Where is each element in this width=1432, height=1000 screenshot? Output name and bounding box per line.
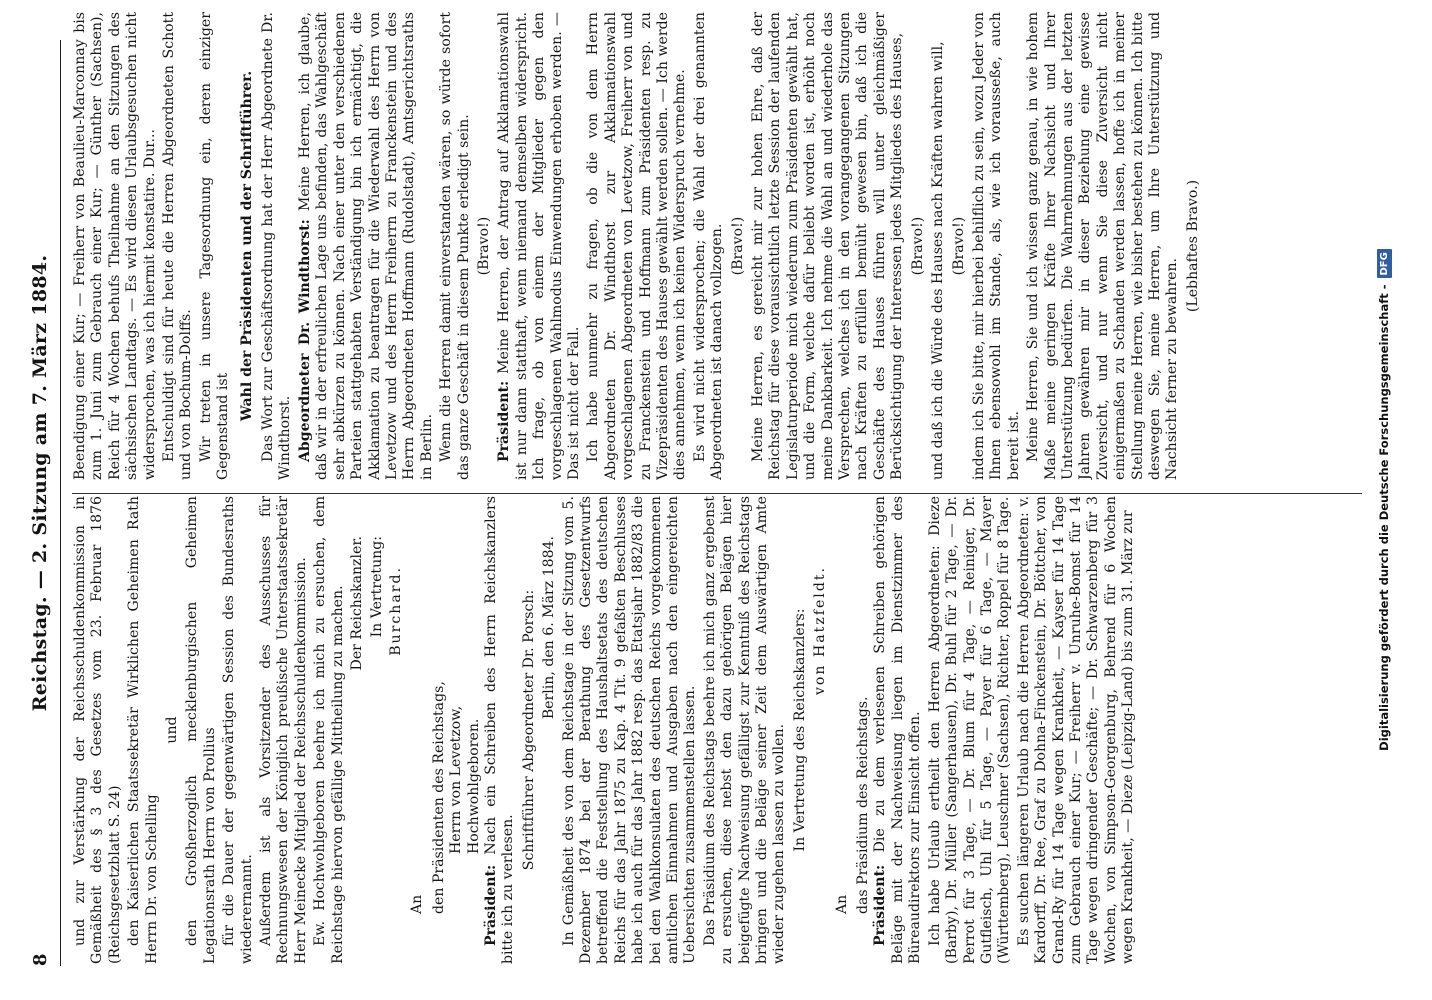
paragraph: Meine Herren, ich glaube, daß wir in der erfreulichen Lage uns befinden, das Wahlgeschäft sehr abkürzen zu können. Nach einer unter den verschiedenen Parteien stattgehabten Verständigung bin ich ermächtigt, die Akklamation zu beantragen für die Wiederwahl des Herrn von Levetzow und des Herrn Freiherrn zu Franckenstein und des Herrn Abgeordneten Hoffmann (Rudolstadt), Amtsgerichtsraths in Berlin. — [296, 12, 435, 480]
paragraph: Außerdem ist als Vorsitzender des Ausschusses für Rechnungswesen der Königlich preußische Unterstaatssekretär Herr Meinecke Mitglied der Reichsschuldenkommission. — [258, 496, 309, 964]
speaker-label: Präsident: — [482, 864, 499, 946]
interjection: (Lebhaftes Bravo.) — [1184, 179, 1201, 313]
signature-name: von Hatzfeldt. — [812, 566, 829, 696]
letter-date: Berlin, den 6. März 1884. — [541, 536, 558, 720]
speaker-label: Präsident: — [872, 864, 889, 946]
paragraph: indem ich Sie bitte, mir hierbei behilflich zu sein, wozu Jeder von Ihnen ebensowohl im Stande, als, wie ich vorausseße, auch bereit ist. — [970, 12, 1022, 480]
signature-line: Der Reichskanzler. — [349, 536, 366, 671]
paragraph: Das Wort zur Geschäftsordnung hat der Herr Abgeordnete Dr. Windthorst. — [260, 12, 294, 480]
paragraph: Ich habe Urlaub ertheilt den Herren Abgeordneten: Dieze (Barby), Dr. Müller (Sangerhausen), Dr. Buhl für 2 Tage, — Dr. Perrot für 3 Tage, — Dr. Blum für 4 Tage, — Reiniger, Dr. Gutfleisch, Uhl für 5 Tage, — Payer für 6 Tage, — Mayer (Württemberg), Leuschner (Sachsen), Richter, Roppel für 8 Tage. — [926, 496, 1013, 964]
paragraph: Meine Herren, der Antrag auf Akklamationswahl ist nur dann statthaft, wenn niemand demselben widerspricht. Ich frage, ob von einem der Mitglieder gegen den vorgeschlagenen Wahlmodus Einwendungen erhoben werden. — Das ist nicht der Fall. — [496, 12, 582, 480]
interjection: (Bravo!) — [475, 216, 492, 276]
paragraph: Beendigung einer Kur; — Freiherr von Beaulieu-Marconnay bis zum 1. Juni zum Gebrauch einer Kur; — Günther (Sachsen), Reich für 4 Wochen behufs Theilnahme an den Sitzungen des sächsischen Landtags. — Es wird diesen Urlaubsgesuchen nicht widersprochen, was ich hiermit konstatire. Dur... — [72, 12, 158, 480]
running-head: Reichstag. — 2. Sitzung am 7. März 1884. — [29, 254, 51, 712]
speaker-label: Schriftführer Abgeordneter Dr. Porsch: — [520, 589, 537, 871]
paragraph: und zur Verstärkung der Reichsschuldenkommission in Gemäßheit des § 3 des Gesetzes vom 23. Februar 1876 (Reichsgesetzblatt S. 24) — [72, 496, 123, 964]
address-line: Herrn von Levetzow, — [448, 705, 465, 854]
address-an: An — [409, 894, 426, 914]
address-an: An — [833, 894, 850, 914]
paragraph: und daß ich die Würde des Hauses nach Kräften wahren will, — [930, 41, 947, 480]
interjection: (Bravo!) — [909, 216, 926, 276]
paragraph: Ich habe nunmehr zu fragen, ob die von dem Herrn Abgeordneten Dr. Windthorst zur Akklamationswahl vorgeschlagenen Abgeordneten von Levetzow, Freiherr von und zu Franckenstein und Hoffmann zum Präsidenten resp. zu Vizepräsidenten des Hauses gewählt werden sollen. — Ich werde dies annehmen, wenn ich keinen Widerspruch vernehme. — [585, 12, 689, 480]
left-column — [72, 496, 1362, 964]
speaker-label: Abgeordneter Dr. Windthorst: — [296, 219, 313, 462]
paragraph: Nach ein Schreiben des Herrn Reichskanzlers bitte ich zu verlesen. — [482, 496, 517, 964]
interjection: (Bravo!) — [729, 216, 746, 276]
paragraph: Es wird nicht widersprochen; die Wahl der drei genannten Abgeordneten ist danach vollzogen. — [691, 12, 726, 480]
paragraph: Meine Herren, es gereicht mir zur hohen Ehre, daß der Reichstag für diese voraussichtlich letzte Session der laufenden Legislaturperiode mich wiederum zum Präsidenten gewählt hat, und die Form, welche dafür beliebt worden ist, erhöht noch meine Dankbarkeit. Ich nehme die Wahl an und wiederhole das Versprechen, welches ich in den vorangegangenen Sitzungen nach Kräften zu erfüllen bemüht gewesen bin, daß ich die Geschäfte des Hauses führen will unter gleichmäßiger Berücksichtigung der Interessen jedes Mitgliedes des Hauses, — [750, 12, 906, 480]
page-header — [22, 40, 58, 966]
paragraph: Ew. Hochwohlgeboren beehre ich mich zu ersuchen, dem Reichstage hiervon gefällige Mittheilung zu machen. — [312, 496, 346, 964]
signature-line: In Vertretung des Reichskanzlers: — [791, 608, 808, 852]
signature-line: In Vertretung: — [368, 536, 385, 638]
page-number: 8 — [29, 953, 51, 966]
column-divider — [72, 493, 1362, 494]
address-line: das Präsidium des Reichstags. — [855, 696, 872, 914]
paragraph: für die Dauer der gegenwärtigen Session des Bundesraths wiederernannt. — [221, 496, 255, 964]
interjection: (Bravo!) — [950, 216, 967, 276]
address-line: Hochwohlgeboren. — [465, 718, 482, 854]
paragraph: Es suchen längeren Urlaub nach die Herren Abgeordneten: v. Kardorff, Dr. Ree, Graf zu Dohna-Finckenstein, Dr. Böttcher, von Grand-Ry für 14 Tage wegen Krankheit, — Kayser für 14 Tage zum Gebrauch einer Kur; — Freiherr v. Unruhe-Bomst für 14 Tage wegen dringender Geschäfte; — Dr. Schwarzenberg für 3 Wochen, von Simpson-Georgenburg, Behrend für 6 Wochen wegen Krankheit, — Dieze (Leipzig-Land) bis zum 31. März zur — [1015, 496, 1137, 964]
header-rule — [60, 40, 61, 966]
paragraph: Wir treten in unsere Tagesordnung ein, deren einziger Gegenstand ist — [197, 12, 232, 480]
paragraph: Entschuldigt sind für heute die Herren Abgeordneten Schott und von Bochum-Dolffs. — [161, 12, 195, 480]
signature-name: Burchard. — [387, 566, 404, 656]
paragraph: Das Präsidium des Reichstags beehre ich mich ganz ergebenst zu ersuchen, diese nebst den dazu gehörigen Belägen hier beigefügte Nachweisung gefälligst zur Kenntniß des Reichstags bringen und die Beläge seiner Zeit dem Auswärtigen Amte wieder zugehen lassen zu wollen. — [701, 496, 788, 964]
digitization-note: Digitalisierung gefördert durch die Deutsche Forschungsgemeinschaft - — [1377, 284, 1391, 751]
speaker-label: Präsident: — [496, 380, 513, 462]
paragraph: den Großherzoglich mecklenburgischen Geheimen Legationsrath Herrn von Prollius — [184, 496, 218, 964]
agenda-heading: Wahl der Präsidenten und der Schriftführer. — [238, 70, 255, 422]
right-column — [72, 12, 1362, 480]
paragraph: den Kaiserlichen Staatssekretär Wirklichen Geheimen Rath Herrn Dr. von Schelling — [126, 496, 160, 964]
paragraph: Meine Herren, Sie und ich wissen ganz genau, in wie hohem Maße meine geringen Kräfte Ihrer Nachsicht und Ihrer Unterstützung bedürfen. Die Wahrnehmungen aus der letzten Jahren gewähren mir in dieser Beziehung eine gewisse Zuversicht, und nur wenn Sie diese Zuversicht nicht einigermaßen zu Schanden werden lassen, hoffe ich in meiner Stellung meine Herren, wie bisher bestehen zu können. Ich bitte deswegen Sie, meine Herren, um Ihre Unterstützung und Nachsicht ferner zu bewahren. — [1025, 12, 1181, 480]
dfg-logo: DFG — [1377, 249, 1392, 278]
paragraph: Die zu dem verlesenen Schreiben gehörigen Beläge mit der Nachweisung liegen im Dienstzimmer des Büreaudirektors zur Einsicht offen. — [872, 496, 924, 964]
digitization-footer — [1372, 20, 1396, 980]
paragraph: In Gemäßheit des von dem Reichstage in der Sitzung vom 5. Dezember 1874 bei der Berathung des Gesetzentwurfs betreffend die Feststellung des Haushaltsetats des deutschen Reichs für das Jahr 1875 zu Kap. 4 Tit. 9 gefaßten Beschlusses habe ich auch für das Jahr 1882 resp. das Etatsjahr 1882/83 die bei den Wahlkonsulaten des deutschen Reichs vorgekommenen amtlichen Einnahmen und Ausgaben nach den eingereichten Uebersichten zusammenstellen lassen. — [560, 496, 699, 964]
paragraph: Wenn die Herren damit einverstanden wären, so würde sofort das ganze Geschäft in diesem Punkte erledigt sein. — [438, 12, 472, 480]
paragraph: und — [164, 716, 181, 744]
address-line: den Präsidenten des Reichstags, — [430, 681, 447, 914]
